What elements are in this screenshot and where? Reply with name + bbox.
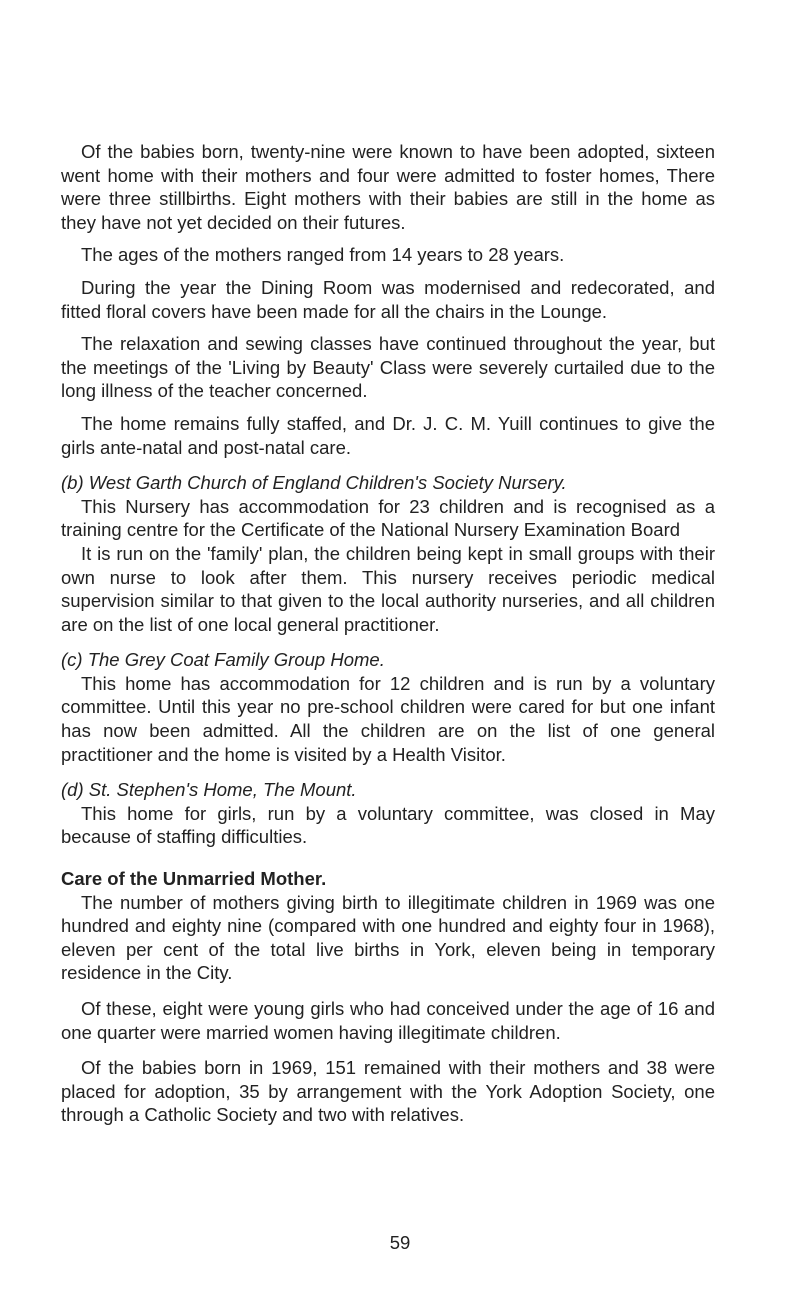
section-d-letter: (d) <box>61 779 84 801</box>
section-d-paragraph-1: This home for girls, run by a voluntary committee, was closed in May because of staffing difficulties. <box>61 802 715 848</box>
section-b-letter: (b) <box>61 472 84 494</box>
document-page <box>61 140 715 1127</box>
care-section-paragraph-3: Of the babies born in 1969, 151 remained with their mothers and 38 were placed for adoption, 35 by arrangement with the York Adoption Society, one through a Catholic Society and two with relatives. <box>61 1057 715 1126</box>
paragraph-mothers-ages: The ages of the mothers ranged from 14 years to 28 years. <box>81 244 565 266</box>
paragraph-classes: The relaxation and sewing classes have continued throughout the year, but the meetings of the 'Living by Beauty' Class were severely curtailed due to the long illness of the teacher concerned. <box>61 333 715 402</box>
paragraph-dining-room: During the year the Dining Room was modernised and redecorated, and fitted floral covers have been made for all the chairs in the Lounge. <box>61 276 715 322</box>
section-c-letter: (c) <box>61 649 83 671</box>
section-d-heading <box>61 778 715 802</box>
page-number: 59 <box>389 1232 411 1253</box>
section-b-paragraph-2: It is run on the 'family' plan, the children being kept in small groups with their own nurse to look after them. This nursery receives periodic medical supervision similar to that given to the local authority nurseries, and all children are on the list of one local general practitioner. <box>61 542 715 635</box>
section-c-title: The Grey Coat Family Group Home. <box>87 649 385 671</box>
paragraph-adoption-outcomes: Of the babies born, twenty-nine were known to have been adopted, sixteen went home with their mothers and four were admitted to foster homes, There were three stillbirths. Eight mothers with their babies are still in the home as they have not yet decided on their futures. <box>61 141 715 233</box>
section-d-title: St. Stephen's Home, The Mount. <box>88 779 357 801</box>
section-c-paragraph-1: This home has accommodation for 12 children and is run by a voluntary committee. Until this year no pre-school children were cared for but one infant has now been admitted. All the children are on the list of one general practitioner and the home is visited by a Health Visitor. <box>61 672 715 765</box>
section-b-title: West Garth Church of England Children's Society Nursery. <box>88 472 567 494</box>
care-section-paragraph-1: The number of mothers giving birth to illegitimate children in 1969 was one hundred and eighty nine (compared with one hundred and eighty four in 1968), eleven per cent of the total live births in York, eleven being in temporary residence in the City. <box>61 891 715 984</box>
section-b-heading <box>61 471 715 495</box>
section-b-paragraph-1: This Nursery has accommodation for 23 children and is recognised as a training centre for the Certificate of the National Nursery Examination Board <box>61 495 715 541</box>
section-c-heading <box>61 648 715 672</box>
paragraph-staffing: The home remains fully staffed, and Dr. J. C. M. Yuill continues to give the girls ante-natal and post-natal care. <box>61 412 715 458</box>
care-section-heading: Care of the Unmarried Mother. <box>61 868 327 890</box>
care-section-paragraph-2: Of these, eight were young girls who had conceived under the age of 16 and one quarter were married women having illegitimate children. <box>61 998 715 1043</box>
